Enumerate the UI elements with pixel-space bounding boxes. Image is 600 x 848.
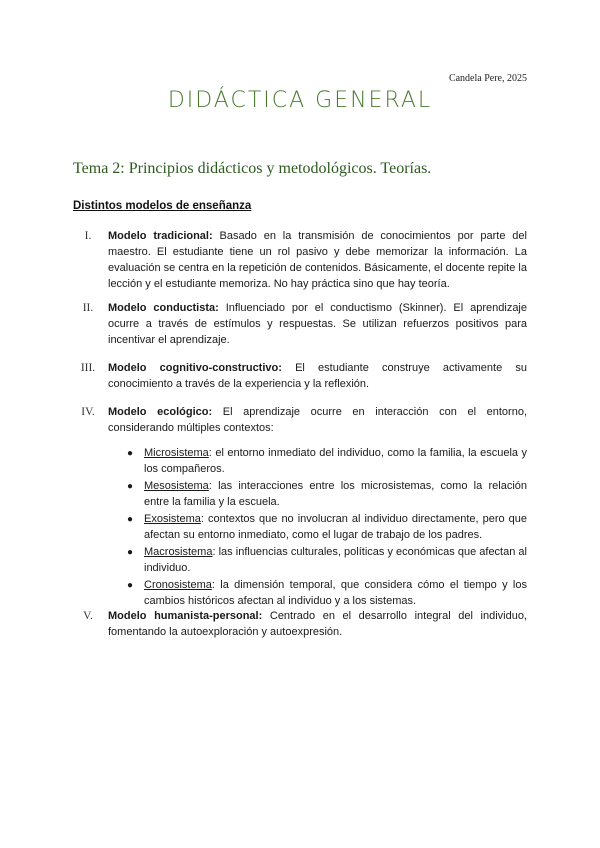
subsystem-description: : el entorno inmediato del individuo, como la familia, la escuela y los compañeros. [144, 447, 527, 475]
model-item-traditional [73, 228, 527, 292]
model-description: El aprendizaje ocurre en interacción con el entorno, considerando múltiples contextos: [108, 406, 527, 434]
model-description: Influenciado por el conductismo (Skinner). El aprendizaje ocurre a través de estímulos y respuestas. Se utilizan refuerzos positivos para incentivar el aprendizaje. [108, 302, 527, 346]
list-item [129, 479, 527, 510]
list-item [129, 446, 527, 477]
model-body [108, 404, 527, 436]
bullet-icon: ● [127, 547, 134, 558]
subsystem-term: Exosistema [144, 513, 201, 525]
author-date: Candela Pere, 2025 [448, 73, 527, 84]
list-item [129, 545, 527, 576]
subsystem-description: : las influencias culturales, políticas y económicas que afectan al individuo. [144, 546, 527, 574]
subsystem-description: : la dimensión temporal, que considera cómo el tiempo y los cambios históricos afectan al individuo y a los sistemas. [144, 579, 527, 607]
model-description: Centrado en el desarrollo integral del individuo, fomentando la autoexploración y autoexpresión. [108, 610, 527, 638]
document-title: DIDÁCTICA GENERAL [167, 88, 433, 113]
section-heading: Distintos modelos de enseñanza [73, 200, 252, 212]
subsystem-description: : contextos que no involucran al individuo directamente, pero que afectan su entorno inmediato, como el lugar de trabajo de los padres. [144, 513, 527, 541]
roman-numeral: V. [83, 610, 93, 622]
model-name: Modelo conductista: [108, 302, 219, 314]
model-description: Basado en la transmisión de conocimientos por parte del maestro. El estudiante tiene un rol pasivo y debe memorizar la información. La evaluación se centra en la repetición de contenidos. Básicamente, el docente repite la lección y el estudiante memoriza. No hay práctica sino que hay teoría. [108, 230, 527, 290]
model-name: Modelo humanista-personal: [108, 610, 263, 622]
model-name: Modelo tradicional: [108, 230, 213, 242]
subsystem-term: Macrosistema [144, 546, 213, 558]
model-body [108, 608, 527, 640]
model-item-humanist [73, 608, 527, 640]
model-body [108, 228, 527, 292]
bullet-icon: ● [127, 448, 134, 459]
subsystem-term: Microsistema [144, 447, 209, 459]
ecological-subsystems-list [129, 446, 527, 611]
roman-numeral: IV. [81, 406, 95, 418]
subsystem-term: Mesosistema [144, 480, 209, 492]
model-name: Modelo cognitivo-constructivo: [108, 362, 282, 374]
roman-numeral: III. [80, 362, 96, 374]
roman-numeral: II. [82, 302, 94, 314]
model-item-ecological [73, 404, 527, 436]
subsystem-description: : las interacciones entre los microsistemas, como la relación entre la familia y la escuela. [144, 480, 527, 508]
model-name: Modelo ecológico: [108, 406, 213, 418]
model-description: El estudiante construye activamente su conocimiento a través de la experiencia y la reflexión. [108, 362, 527, 390]
model-item-cognitive [73, 360, 527, 392]
list-item [129, 578, 527, 609]
model-body [108, 360, 527, 392]
bullet-icon: ● [127, 514, 134, 525]
model-item-behaviorist [73, 300, 527, 348]
bullet-icon: ● [127, 580, 134, 591]
model-body [108, 300, 527, 348]
topic-heading: Tema 2: Principios didácticos y metodológicos. Teorías. [73, 160, 432, 177]
subsystem-term: Cronosistema [144, 579, 212, 591]
roman-numeral: I. [84, 230, 92, 242]
bullet-icon: ● [127, 481, 134, 492]
list-item [129, 512, 527, 543]
